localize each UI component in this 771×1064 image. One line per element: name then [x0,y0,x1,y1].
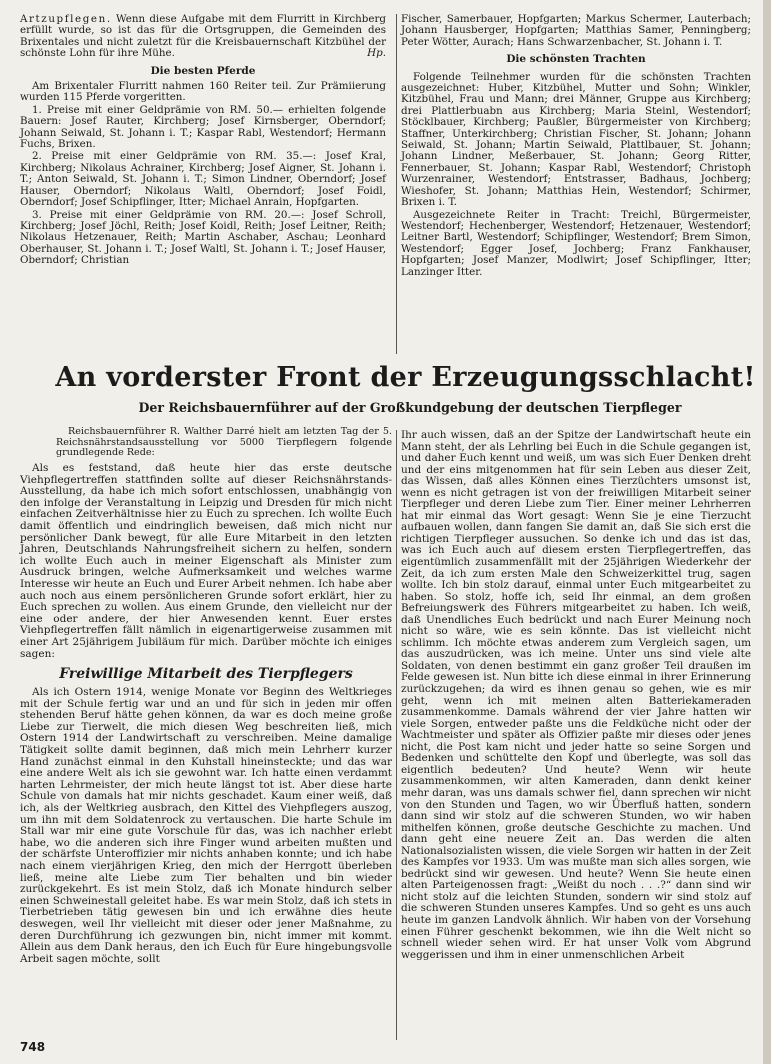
article-paragraph-2: Als ich Ostern 1914, wenige Monate vor Beginn des Weltkrieges mit der Schule fertig war und an und für sich in jeden mir offen stehenden Beruf hätte gehen können, da war es doch meine große Liebe zur Tierwelt, die mich diesen Weg beschreiten ließ, mich Ostern 1914 der Landwirtschaft zu verschreiben. Meine damalige Tätigkeit sollte damit beginnen, daß mich mein Lehrherr kurzer Hand zunächst einmal in den Kuhstall hineinsteckte; und das war eine andere Welt als ich sie gewohnt war. Ich hatte einen verdammt harten Lehrmeister, der mich heute längst tot ist. Aber diese harte Schule von damals hat mir nichts geschadet. Kaum einer weiß, daß ich, als der Weltkrieg ausbrach, den Kittel des Viehpflegers auszog, um ihn mit dem Soldatenrock zu vertauschen. Die harte Schule im Stall war mir eine gute Vorschule für das, was ich nachher erlebt habe, wo die anderen sich ihre Finger wund arbeiten mußten und der schärfste Unteroffizier mir nichts anhaben konnte; und ich habe nach einem vierjährigen Krieg, den mich der Herrgott überleben ließ, meine alte Liebe zum Tier behalten und bin wieder zurückgekehrt. Es ist mein Stolz, daß ich Monate hindurch selber einen Schweinestall geleitet habe. Es war mein Stolz, daß ich stets in Tierbetrieben tätig gewesen bin und ich erwähne dies heute deswegen, weil Ihr vielleicht mit dieser oder jener Maßnahme, zu deren Durchführung ich gezwungen bin, nicht immer mit kommt. Allein aus dem Dank heraus, den ich Euch für Eure hingebungsvolle Arbeit sagen möchte, sollt [20,686,392,965]
paragraph-third-prizes: 3. Preise mit einer Geldprämie von RM. 20.—: Josef Schroll, Kirchberg; Josef Jöchl, Reith; Josef Koidl, Reith; Josef Leitner, Reith; Nikolaus Hetzenauer, Reith; Martin Aschaber, Aschau; Leonhard Oberhauser, St. Johann i. T.; Josef Waltl, St. Johann i. T.; Josef Hauser, Oberndorf; Christian [20,208,386,267]
main-headline: An vorderster Front der Erzeugungsschlacht! [55,362,756,393]
column-divider-top [396,14,397,354]
page-number: 748 [20,1040,46,1054]
top-left-column [20,14,386,268]
article-paragraph-1: Als es feststand, daß heute hier das erste deutsche Viehpflegertreffen stattfinden sollte auf dieser Reichsnährstands-Ausstellung, da habe ich mich sofort entschlossen, unabhängig von den infolge der Veranstaltung in Leipzig und Dresden für mich nicht einfachen Zeitverhältnisse hier zu Euch zu sprechen. Ich wollte Euch damit öffentlich und eindringlich beweisen, daß mich nicht nur persönlicher Dank bewegt, für alle Eure Mitarbeit in den letzten Jahren, Deutschlands Nahrungsfreiheit sichern zu helfen, sondern ich wollte Euch auch in meiner Eigenschaft als Minister zum Ausdruck bringen, welche Aufmerksamkeit und welches warme Interesse wir heute an Euch und Eurer Arbeit nehmen. Ich habe aber auch noch aus einem persönlicheren Grunde sofort erklärt, hier zu Euch sprechen zu wollen. Aus einem Grunde, den vielleicht nur der eine oder andere, der hier Anwesenden kennt. Euer erstes Viehpflegertreffen fällt nämlich in eigenartigerweise zusammen mit einer Art 25jährigem Jubiläum für mich. Darüber möchte ich einiges sagen: [20,462,392,660]
section-heading-costumes: Die schönsten Trachten [506,53,646,66]
paragraph-first-prizes: 1. Preise mit einer Geldprämie von RM. 50.— erhielten folgende Bauern: Josef Rauter, Kirchberg; Josef Kirnsberger, Oberndorf; Johann Seiwald, St. Johann i. T.; Kaspar Rabl, Westendorf; Hermann Fuchs, Brixen. [20,103,386,151]
page-edge-shadow [763,0,771,1064]
section-heading-horses: Die besten Pferde [150,64,256,77]
column-divider-bottom [396,430,397,1040]
paragraph-horses-intro: Am Brixentaler Flurritt nahmen 160 Reiter teil. Zur Prämiierung wurden 115 Pferde vorgeritten. [20,80,386,104]
article-left-column [20,463,392,966]
paragraph-closing: Artzupflegen. Wenn diese Aufgabe mit dem Flurritt in Kirchberg erfüllt wurde, so ist das für die Ortsgruppen, die Gemeinden des Brixentales und nicht zuletzt für die Kreisbauernschaft Kitzbühel der schönste Lohn für ihre Mühe. Hp. [20,13,386,60]
top-right-column [401,14,751,279]
paragraph-costume-winners: Folgende Teilnehmer wurden für die schönsten Trachten ausgezeichnet: Huber, Kitzbühel, Mutter und Sohn; Winkler, Kitzbühel, Frau und Mann; drei Männer, Gruppe aus Kirchberg; drei Plattlerbuabn aus Kirchberg; Maria Steinl, Westendorf; Stöcklbauer, Kirchberg; Paußler, Bürgermeister von Kirchberg; Staffner, Unterkirchberg; Christian Fischer, St. Johann; Johann Seiwald, St. Johann; Martin Seiwald, Plattlbauer, St. Johann; Johann Lindner, Meßerbauer, St. Johann; Georg Ritter, Fennerbauer, St. Johann; Kaspar Rabl, Westendorf; Christoph Wurzenrainer, Westendorf; Entstrasser, Badhaus, Jochberg; Wieshofer, St. Johann; Matthias Hein, Westendorf; Schirmer, Brixen i. T. [401,70,751,209]
section-title-voluntary-work: Freiwillige Mitarbeit des Tierpflegers [59,666,353,683]
paragraph-prizes-continued: Fischer, Samerbauer, Hopfgarten; Markus Schermer, Lauterbach; Johann Hausberger, Hopfgarten; Matthias Samer, Penningberg; Peter Wötter, Aurach; Hans Schwarzenbacher, St. Johann i. T. [401,13,751,48]
article-right-column [401,430,751,962]
sub-headline: Der Reichsbauernführer auf der Großkundgebung der deutschen Tierpfleger [138,400,682,415]
article-paragraph-3: Ihr auch wissen, daß an der Spitze der Landwirtschaft heute ein Mann steht, der als Lehrling bei Euch in die Schule gegangen ist, und daher Euch kennt und weiß, um was sich Euer Denken dreht und der eins mitgenommen hat für sein Leben aus dieser Zeit, das Wissen, daß alles Können eines Tierzüchters umsonst ist, wenn es nicht getragen ist von der freiwilligen Mitarbeit seiner Tierpfleger und deren Liebe zum Tier. Einer meiner Lehrherren hat mir einmal das Wort gesagt: Wenn Sie je eine Tierzucht aufbauen wollen, dann fangen Sie damit an, daß Sie sich erst die richtigen Tierpfleger aussuchen. So denke ich und das ist das, was ich Euch auch auf diesem ersten Tierpflegertreffen, das eigentümlich zusammenfällt mit der 25jährigen Wiederkehr der Zeit, da ich zum ersten Male den Schweizerkittel trug, sagen wollte. Ich bin stolz darauf, einmal unter Euch mitgearbeitet zu haben. So stolz, hoffe ich, seid Ihr einmal, an dem großen Befreiungswerk des Führers mitgearbeitet zu haben. Ich weiß, daß Unendliches Euch bedrückt und nach Eurer Meinung noch nicht so wäre, wie es sein könnte. Das ist vielleicht nicht schlimm. Ich möchte etwas anderem zum Vergleich sagen, um das auszudrücken, was ich meine. Unter uns sind viele alte Soldaten, von denen bestimmt ein ganz großer Teil draußen im Felde gewesen ist. Nun bitte ich diese einmal in ihrer Erinnerung zurückzugehen; da wird es ihnen genau so gehen, wie es mir geht, wenn ich mit meinen alten Batteriekameraden zusammenkomme. Damals während der vier Jahre hatten wir viele Sorgen, entweder paßte uns die Feldküche nicht oder der Wachtmeister und später als Offizier paßte mir dieses oder jenes nicht, die Post kam nicht und jeder hatte so seine Sorgen und Bedenken und schüttelte den Kopf und überlegte, was soll das eigentlich bedeuten? Und heute? Wenn wir heute zusammenkommen, wir alten Kameraden, dann denkt keiner mehr daran, was uns damals schwer fiel, dann sprechen wir nicht von den Stunden und Tagen, wo wir Überfluß hatten, sondern dann sind wir stolz auf die schweren Stunden, wo wir haben mithelfen können, große deutsche Geschichte zu machen. Und dann geht eine neuere Zeit an. Das werden die alten Nationalsozialisten wissen, die viele Sorgen wir hatten in der Zeit des Kampfes vor 1933. Um was mußte man sich alles sorgen, wie bedrückt sind wir gewesen. Und heute? Wenn Sie heute einen alten Parteigenossen fragt: „Weißt du noch . . .?“ dann sind wir nicht stolz auf die leichten Stunden, sondern wir sind stolz auf die schweren Stunden unseres Kampfes. Und so geht es uns auch heute im ganzen Landvolk ähnlich. Wir haben von der Vorsehung einen Führer geschenkt bekommen, wie ihn die Welt nicht so schnell wieder sehen wird. Er hat unser Volk vom Abgrund weggerissen und ihm in einer unmenschlichen Arbeit [401,429,751,961]
paragraph-second-prizes: 2. Preise mit einer Geldprämie von RM. 35.—: Josef Kral, Kirchberg; Nikolaus Achrainer, Kirchberg; Josef Aigner, St. Johann i. T.; Anton Seiwald, St. Johann i. T.; Simon Lindner, Oberndorf; Josef Hauser, Oberndorf; Nikolaus Waltl, Oberndorf; Josef Foidl, Oberndorf; Josef Schipflinger, Itter; Michael Anrain, Hopfgarten. [20,150,386,209]
author-signature: Hp. [367,47,386,60]
article-intro: Reichsbauernführer R. Walther Darré hielt am letzten Tag der 5. Reichsnährstandsausstellung vor 5000 Tierpflegern folgende grundlegende Rede: [56,426,392,459]
paragraph-riders-costume: Ausgezeichnete Reiter in Tracht: Treichl, Bürgermeister, Westendorf; Hechenberger, Westendorf; Hetzenauer, Westendorf; Leitner Bartl, Westendorf; Schipflinger, Westendorf; Brem Simon, Westendorf; Egger Josef, Jochberg; Franz Fankhauser, Hopfgarten; Josef Manzer, Modlwirt; Josef Schipflinger, Itter; Lanzinger Itter. [401,208,751,278]
